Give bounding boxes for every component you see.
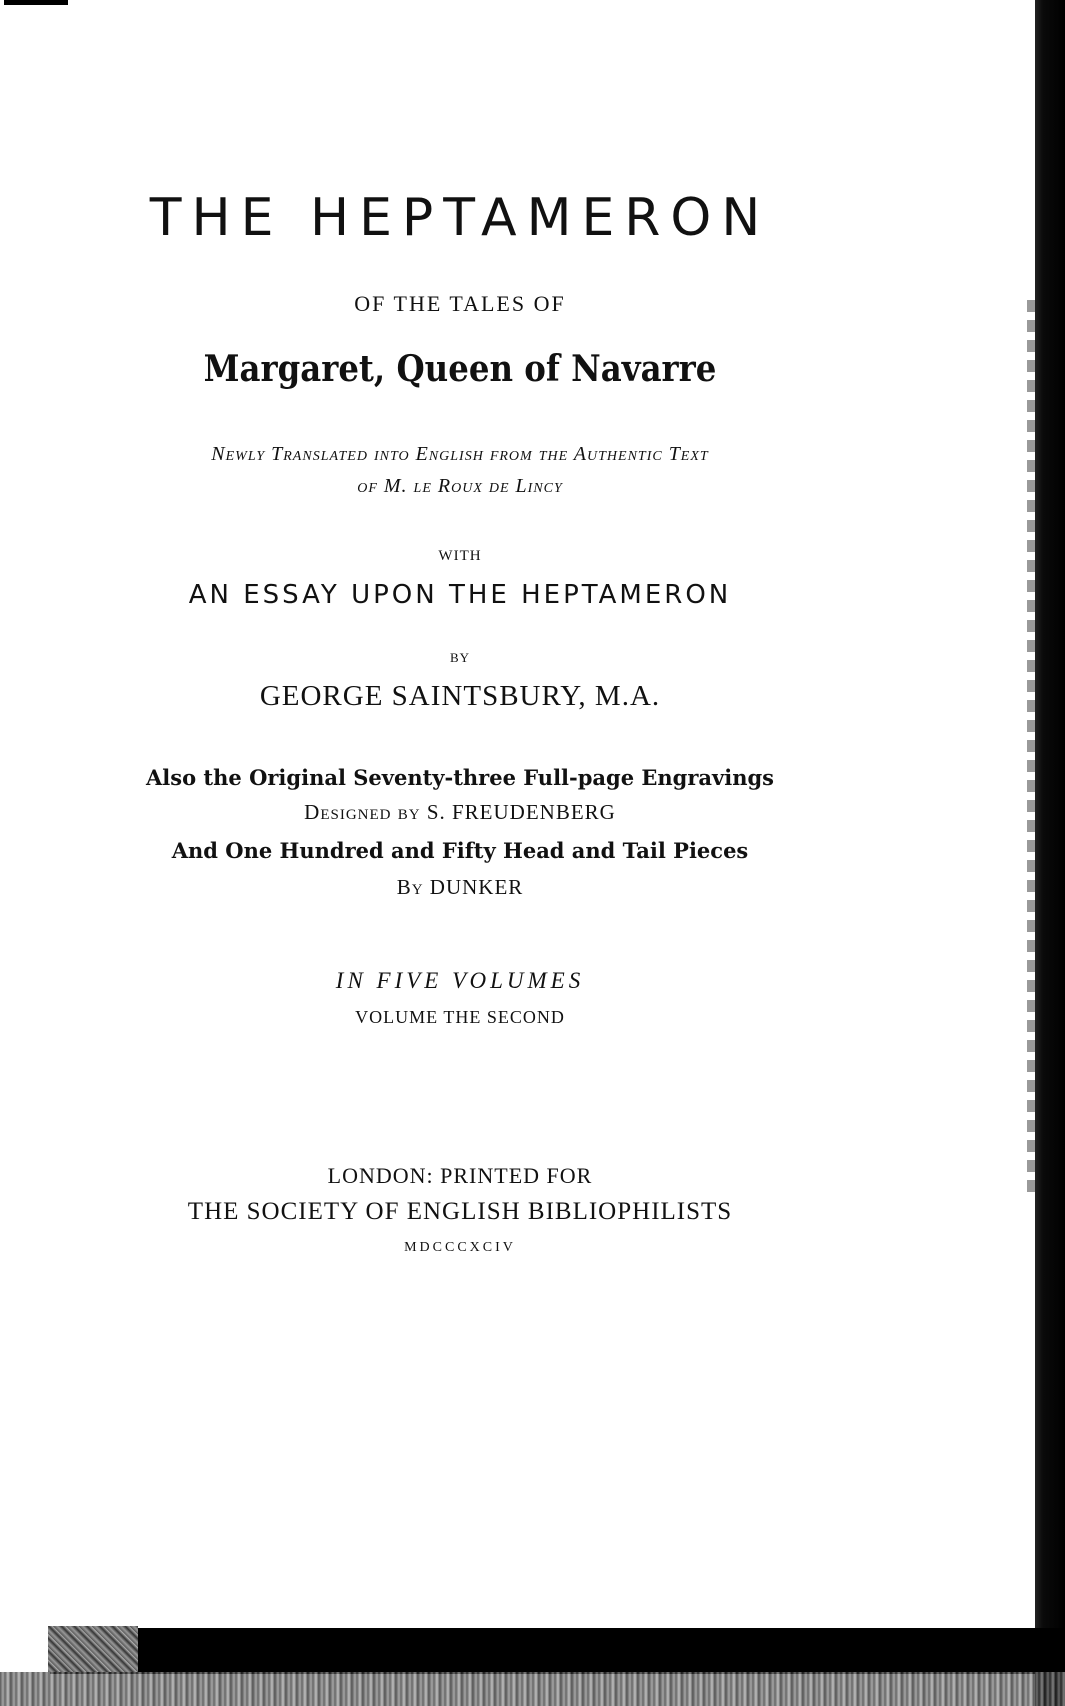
publication-year: MDCCCXCIV <box>404 1240 516 1255</box>
scan-noise-corner <box>48 1626 138 1672</box>
head-tail-pieces-line: And One Hundred and Fifty Head and Tail Pieces <box>171 838 749 863</box>
bottom-scan-edge <box>50 1628 1065 1674</box>
volume-number: VOLUME THE SECOND <box>355 1007 565 1027</box>
imprint-line1: LONDON: PRINTED FOR <box>327 1163 593 1188</box>
book-title: THE HEPTAMERON <box>149 188 771 248</box>
engravings-line: Also the Original Seventy-three Full-page Engravings <box>146 765 774 790</box>
with-label: WITH <box>438 548 482 564</box>
essay-title: AN ESSAY UPON THE HEPTAMERON <box>188 580 732 610</box>
scan-noise-strip <box>0 1672 1065 1706</box>
essay-author: GEORGE SAINTSBURY, M.A. <box>259 680 661 712</box>
book-subtitle: OF THE TALES OF <box>354 291 566 316</box>
binding-shadow <box>1027 300 1035 1200</box>
imprint-line2: THE SOCIETY OF ENGLISH BIBLIOPHILISTS <box>187 1198 733 1225</box>
by-label: BY <box>449 650 471 665</box>
translation-note-line1: Newly Translated into English from the Authentic Text <box>211 443 709 465</box>
scan-artifact <box>4 0 68 5</box>
translation-note-line2: of M. le Roux de Lincy <box>357 475 563 497</box>
designer-credit: Designed by S. FREUDENBERG <box>304 800 616 824</box>
volume-count: IN FIVE VOLUMES <box>335 968 585 993</box>
book-binding-edge <box>1035 0 1065 1706</box>
author-name: Margaret, Queen of Navarre <box>203 348 717 390</box>
dunker-credit: By DUNKER <box>396 875 524 899</box>
